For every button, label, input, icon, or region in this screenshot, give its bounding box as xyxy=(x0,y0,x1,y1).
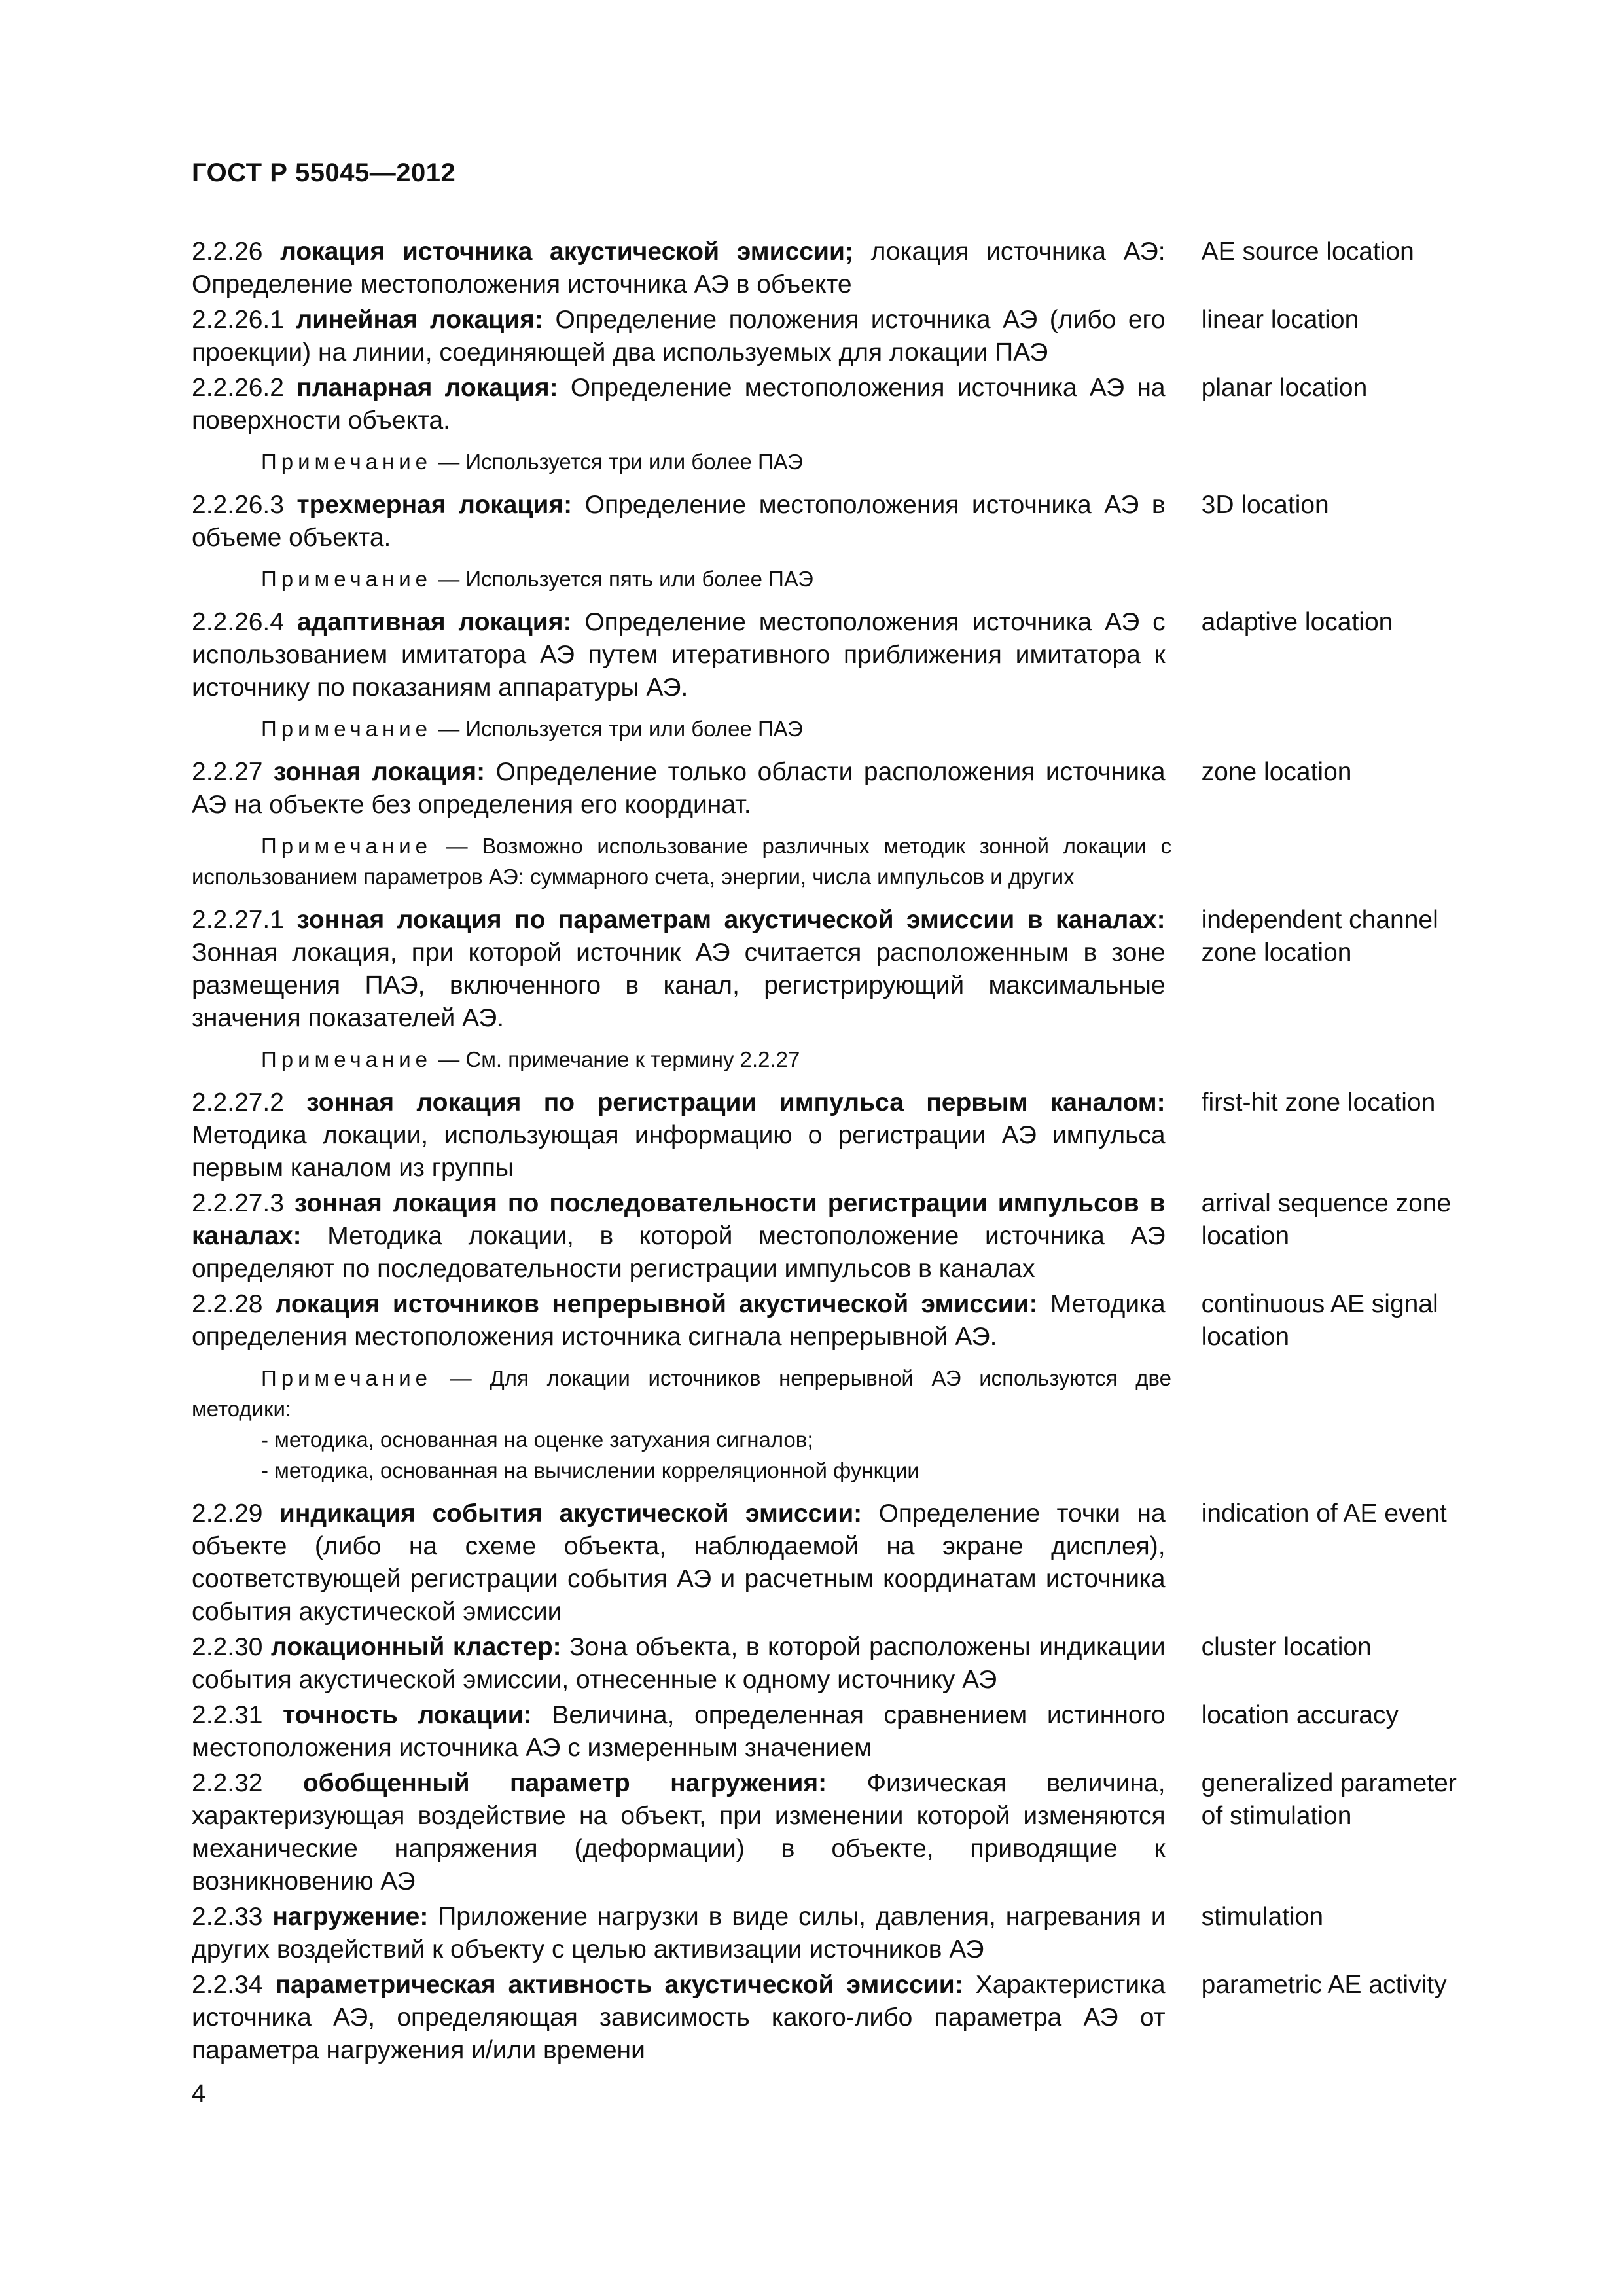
term-english: indication of AE event xyxy=(1201,1499,1447,1528)
term-entry xyxy=(192,304,1474,369)
note xyxy=(192,564,1474,594)
term-number: 2.2.33 xyxy=(192,1903,263,1931)
term-name: зонная локация: xyxy=(273,758,486,786)
note xyxy=(192,1363,1171,1486)
term-name: обобщенный параметр нагружения: xyxy=(302,1769,827,1797)
term-definition: Методика локации, в которой местоположение источника АЭ определяют по последовательности регистрации импульсов в каналах xyxy=(192,1222,1166,1283)
term-number: 2.2.26.4 xyxy=(192,608,284,636)
term-name: нагружение: xyxy=(272,1903,429,1931)
term-number: 2.2.26.2 xyxy=(192,374,284,402)
term-number: 2.2.27.3 xyxy=(192,1189,284,1217)
term-definition: Методика определения местоположения источника сигнала непрерывной АЭ. xyxy=(192,1290,1166,1351)
note-text: — Используется три или более ПАЭ xyxy=(438,450,803,474)
note xyxy=(192,831,1171,892)
term-definition: Характеристика источника АЭ, определяющая зависимость какого-либо параметра АЭ от параметра нагружения и/или времени xyxy=(192,1971,1166,2064)
note xyxy=(192,446,1474,477)
note xyxy=(192,1044,1474,1075)
term-definition: Зона объекта, в которой расположены индикации события акустической эмиссии, отнесенные к одному источнику АЭ xyxy=(192,1633,1166,1694)
term-entry xyxy=(192,1901,1474,1966)
note-text: — Используется пять или более ПАЭ xyxy=(438,567,813,591)
note-label: Примечание xyxy=(261,450,433,474)
term-entry xyxy=(192,236,1474,301)
term-english: adaptive location xyxy=(1201,608,1393,636)
term-entry xyxy=(192,1288,1474,1354)
term-name: индикация события акустической эмиссии: xyxy=(279,1499,863,1528)
term-entry xyxy=(192,606,1474,704)
term-entry xyxy=(192,1631,1474,1696)
term-number: 2.2.27 xyxy=(192,758,263,786)
term-entry xyxy=(192,1699,1474,1765)
term-english: location accuracy xyxy=(1201,1701,1399,1729)
term-definition: Зонная локация, при которой источник АЭ считается расположенным в зоне размещения ПАЭ, включенного в канал, регистрирующий максимальные значения показателей АЭ. xyxy=(192,939,1166,1032)
term-name: планарная локация: xyxy=(296,374,558,402)
term-entry xyxy=(192,1086,1474,1185)
term-english: cluster location xyxy=(1201,1633,1372,1661)
term-english: planar location xyxy=(1201,374,1368,402)
document-header: ГОСТ Р 55045—2012 xyxy=(192,158,456,187)
term-name: зонная локация по последовательности регистрации импульсов в каналах: xyxy=(192,1189,1166,1250)
term-name: линейная локация: xyxy=(296,306,543,334)
term-number: 2.2.29 xyxy=(192,1499,263,1528)
term-number: 2.2.26.3 xyxy=(192,491,284,519)
note-list-item: - методика, основанная на вычислении корреляционной функции xyxy=(261,1458,919,1482)
term-entry xyxy=(192,756,1474,821)
term-number: 2.2.34 xyxy=(192,1971,263,1999)
term-definition: локация источника АЭ: Определение местоположения источника АЭ в объекте xyxy=(192,238,1166,298)
term-entry xyxy=(192,1969,1474,2067)
term-english: arrival sequence zone location xyxy=(1201,1189,1452,1250)
note-label: Примечание xyxy=(261,717,433,741)
term-name: параметрическая активность акустической эмиссии: xyxy=(275,1971,963,1999)
term-name: локационный кластер: xyxy=(270,1633,562,1661)
note-label: Примечание xyxy=(261,567,433,591)
term-english: 3D location xyxy=(1201,491,1329,519)
note-label: Примечание xyxy=(261,1047,433,1071)
term-entry xyxy=(192,489,1474,554)
page-number: 4 xyxy=(192,2080,206,2108)
terms-list xyxy=(192,236,1474,2070)
term-name: точность локации: xyxy=(283,1701,532,1729)
term-number: 2.2.31 xyxy=(192,1701,263,1729)
note-text: — Используется три или более ПАЭ xyxy=(438,717,803,741)
term-english: parametric AE activity xyxy=(1201,1971,1447,1999)
term-english: first-hit zone location xyxy=(1201,1088,1436,1117)
term-english: independent channel zone location xyxy=(1201,906,1438,967)
term-definition: Методика локации, использующая информацию о регистрации АЭ импульса первым каналом из группы xyxy=(192,1121,1166,1182)
term-english: stimulation xyxy=(1201,1903,1324,1931)
term-english: zone location xyxy=(1201,758,1352,786)
note-text: — Возможно использование различных методик зонной локации с использованием параметров АЭ: суммарного счета, энергии, числа импульсов и других xyxy=(192,834,1171,889)
term-definition: Определение местоположения источника АЭ с использованием имитатора АЭ путем итеративного приближения имитатора к источнику по показаниям аппаратуры АЭ. xyxy=(192,608,1166,702)
term-definition: Приложение нагрузки в виде силы, давления, нагревания и других воздействий к объекту с целью активизации источников АЭ xyxy=(192,1903,1166,1964)
term-english: AE source location xyxy=(1201,238,1414,266)
term-name: локация источников непрерывной акустической эмиссии: xyxy=(275,1290,1038,1318)
term-definition: Определение точки на объекте (либо на схеме объекта, наблюдаемой на экране дисплея), соответствующей регистрации события АЭ и расчетным координатам источника события акустической эмиссии xyxy=(192,1499,1166,1626)
term-entry xyxy=(192,1498,1474,1628)
note xyxy=(192,713,1474,744)
term-number: 2.2.27.2 xyxy=(192,1088,284,1117)
term-definition: Величина, определенная сравнением истинного местоположения источника АЭ с измеренным значением xyxy=(192,1701,1166,1762)
term-number: 2.2.26.1 xyxy=(192,306,284,334)
note-list-item: - методика, основанная на оценке затухания сигналов; xyxy=(261,1427,813,1452)
term-definition: Определение положения источника АЭ (либо его проекции) на линии, соединяющей два используемых для локации ПАЭ xyxy=(192,306,1166,367)
term-number: 2.2.27.1 xyxy=(192,906,284,934)
term-name: трехмерная локация: xyxy=(296,491,573,519)
term-number: 2.2.32 xyxy=(192,1769,263,1797)
note-label: Примечание xyxy=(261,834,433,858)
term-english: generalized parameter of stimulation xyxy=(1201,1769,1457,1830)
term-definition: Физическая величина, характеризующая воздействие на объект, при изменении которой изменяются механические напряжения (деформации) в объекте, приводящие к возникновению АЭ xyxy=(192,1769,1166,1895)
term-definition: Определение местоположения источника АЭ на поверхности объекта. xyxy=(192,374,1166,435)
term-entry xyxy=(192,1767,1474,1898)
term-entry xyxy=(192,1187,1474,1285)
term-english: continuous AE signal location xyxy=(1201,1290,1438,1351)
term-name: адаптивная локация: xyxy=(296,608,572,636)
term-name: зонная локация по регистрации импульса первым каналом: xyxy=(306,1088,1166,1117)
term-definition: Определение местоположения источника АЭ в объеме объекта. xyxy=(192,491,1166,552)
note-text: — См. примечание к термину 2.2.27 xyxy=(438,1047,800,1071)
term-number: 2.2.28 xyxy=(192,1290,263,1318)
term-number: 2.2.26 xyxy=(192,238,263,266)
note-label: Примечание xyxy=(261,1366,433,1390)
term-name: локация источника акустической эмиссии; xyxy=(280,238,853,266)
term-entry xyxy=(192,372,1474,437)
term-number: 2.2.30 xyxy=(192,1633,263,1661)
term-definition: Определение только области расположения источника АЭ на объекте без определения его координат. xyxy=(192,758,1166,819)
term-name: зонная локация по параметрам акустической эмиссии в каналах: xyxy=(296,906,1166,934)
term-english: linear location xyxy=(1201,306,1359,334)
term-entry xyxy=(192,904,1474,1035)
note-text: — Для локации источников непрерывной АЭ используются две методики: xyxy=(192,1366,1171,1421)
